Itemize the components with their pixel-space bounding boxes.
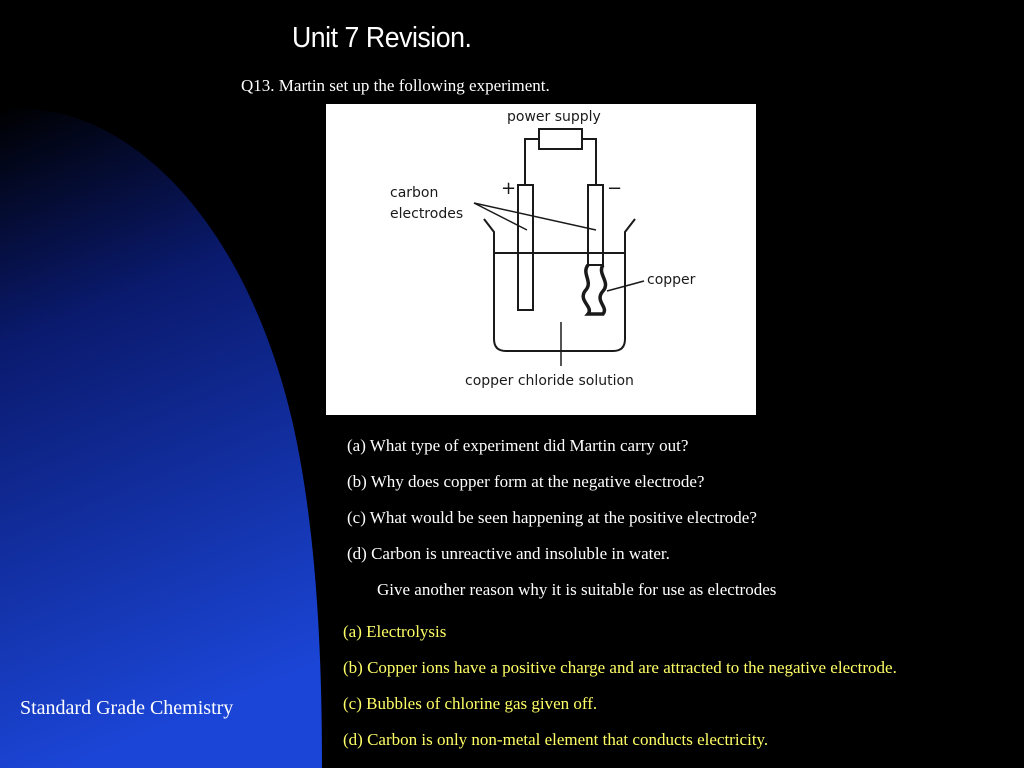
footer-course-name: Standard Grade Chemistry [20, 697, 234, 719]
answer-c: (c) Bubbles of chlorine gas given off. [343, 694, 598, 713]
electrodes-label: electrodes [390, 206, 464, 222]
question-d-continued: Give another reason why it is suitable for use as electrodes [377, 580, 777, 599]
power-supply-label: power supply [507, 109, 601, 125]
experiment-diagram [326, 104, 756, 415]
answer-list [343, 622, 897, 766]
answer-b: (b) Copper ions have a positive charge and are attracted to the negative electrode. [343, 658, 897, 677]
power-supply-box [539, 129, 582, 149]
slide-title: Unit 7 Revision. [292, 22, 472, 54]
answer-a: (a) Electrolysis [343, 622, 447, 641]
question-b: (b) Why does copper form at the negative electrode? [347, 472, 705, 491]
plus-sign: + [501, 178, 517, 199]
copper-label: copper [647, 272, 696, 288]
solution-label: copper chloride solution [465, 373, 634, 389]
minus-sign: − [607, 178, 623, 199]
positive-electrode [518, 185, 533, 310]
question-a: (a) What type of experiment did Martin carry out? [347, 436, 689, 455]
question-d: (d) Carbon is unreactive and insoluble in water. [347, 544, 670, 563]
carbon-label: carbon [390, 185, 439, 201]
question-list [347, 436, 776, 616]
question-heading: Q13. Martin set up the following experiment. [241, 76, 550, 95]
question-c: (c) What would be seen happening at the positive electrode? [347, 508, 757, 527]
copper-deposit [583, 265, 605, 314]
answer-d: (d) Carbon is only non-metal element that conducts electricity. [343, 730, 769, 749]
